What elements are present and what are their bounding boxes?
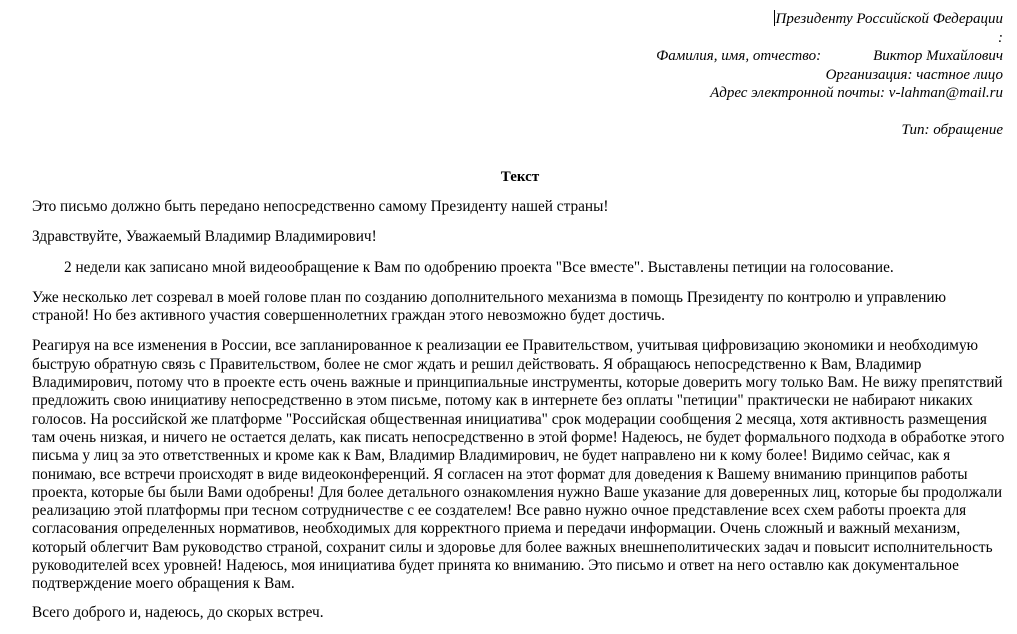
paragraph-closing: Всего доброго и, надеюсь, до скорых встреч.	[32, 603, 324, 621]
paragraph-plan: Уже несколько лет созревал в моей голове план по созданию дополнительного механизма в помощь Президенту по контролю и управлению страной! Но без активного участия совершеннолетних граждан этого невозможно будет достичь.	[32, 288, 947, 325]
paragraph-greeting: Здравствуйте, Уважаемый Владимир Владимирович!	[32, 228, 377, 246]
name-value: Виктор Михайлович	[873, 48, 1003, 65]
document-title: Текст	[500, 169, 540, 185]
name-label: Фамилия, имя, отчество:	[656, 48, 822, 65]
letter-header	[443, 10, 1003, 140]
paragraph-intro: Это письмо должно быть передано непосредственно самому Президенту нашей страны!	[32, 198, 609, 215]
text-cursor	[774, 10, 775, 26]
email-line: Адрес электронной почты: v-lahman@mail.ru	[710, 85, 1003, 102]
paragraph-video-appeal: 2 недели как записано мной видеообращение к Вам по одобрению проекта "Все вместе". Выставлены петиции на голосование.	[64, 258, 894, 276]
organization-line: Организация: частное лицо	[825, 66, 1003, 83]
name-line	[443, 47, 1003, 66]
colon-line: :	[998, 29, 1003, 46]
addressee-line	[443, 10, 1003, 29]
document-body	[32, 198, 1007, 634]
addressee: Президенту Российской Федерации	[775, 11, 1003, 27]
type-line: Тип: обращение	[901, 121, 1003, 138]
paragraph-main: Реагируя на все изменения в России, все запланированное к реализации ее Правительством, учитывая цифровизацию экономики и необходимую быструю обратную связь с Правительством, более не смог ждать и решил действовать. Я обращаюсь непосредственно к Вам, Владимир Владимирович, потому что в проекте есть очень важные и принципиальные инструменты, которые доверить могу только Вам. Не вижу препятствий предложить свою инициативу непосредственно в этом письме, потому как в интернете без оплаты "петиции" практически не набирают никаких голосов. На российской же платформе "Российская общественная инициатива" срок модерации сообщения 2 месяца, хотя активность размещения там очень низкая, и ничего не остается делать, как писать непосредственно в этой форме! Надеюсь, не будет формального подхода в обработке этого письма у лиц за это ответственных и кроме как к Вам, Владимир Владимирович, не будет направлено ни к кому более! Видимо сейчас, как я понимаю, все встречи происходят в виде видеоконференций. Я согласен на этот формат для доведения к Вашему вниманию принципов работы проекта, которые бы были Вами одобрены! Для более детального ознакомления нужно Ваше указание для доверенных лиц, которые бы продолжали реализацию этой платформы при тесном сотрудничестве с ее создателем! Все равно нужно очное представление всех схем работы проекта для согласования определенных нормативов, необходимых для корректного приема и передачи информации. Очень сложный и важный механизм, который облегчит Вам руководство страной, сохранит силы и здоровье для более важных внешнеполитических задач и повысит исполнительность руководителей всех уровней! Надеюсь, моя инициатива будет принята ко вниманию. Это письмо и ответ на него оставлю как документальное подтверждение моего обращения к Вам.	[32, 337, 1005, 593]
